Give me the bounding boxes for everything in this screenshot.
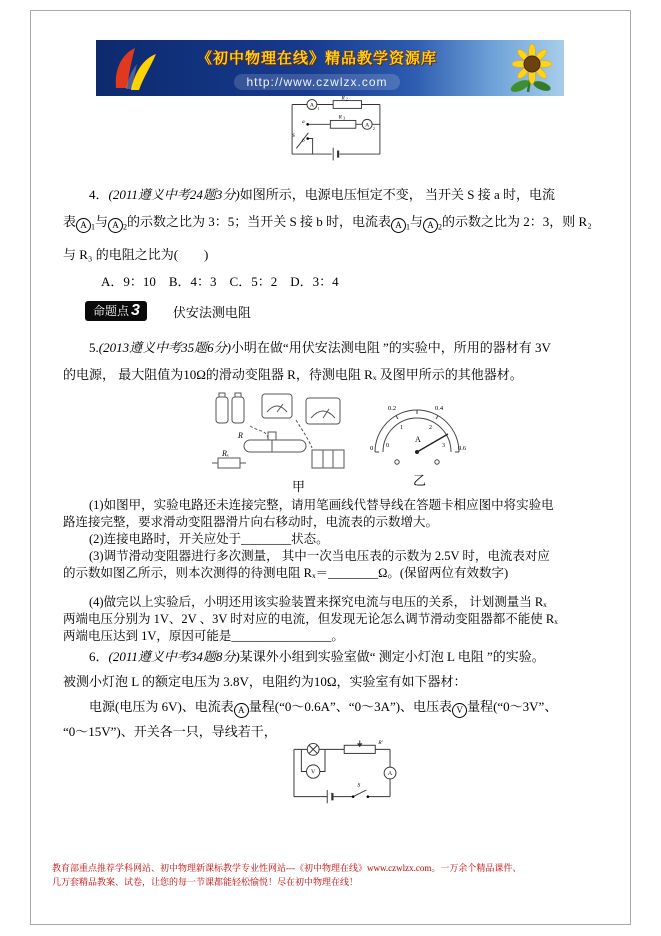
- q6-source: (2011遵义中考34题8分): [108, 649, 240, 664]
- q6-line-1: [63, 644, 605, 669]
- q4-choices: A．9：10 B．4：3 C．5：2 D．3：4: [101, 273, 339, 289]
- subq2-line-1: (2)连接电路时，开关应处于________状态。: [89, 532, 329, 546]
- q5-line-1: [63, 334, 605, 361]
- q5-source: (2013遵义中考35题6分): [98, 340, 231, 355]
- circuit1-resistor-mid-sub: 3: [343, 116, 346, 121]
- q4-source: (2011遵义中考24题3分): [108, 187, 240, 202]
- circuit2-ammeter-label: A: [387, 771, 393, 778]
- banner-title: 《初中物理在线》精品教学资源库: [196, 50, 437, 67]
- footer-line-2: 几万套精品教案、试卷，让您的每一节课都能轻松愉悦！尽在初中物理在线！: [52, 877, 359, 887]
- banner-text: [162, 47, 472, 91]
- question-5: [63, 334, 605, 388]
- circuit-diagram-q4: [286, 96, 386, 164]
- subq3-line-2: 的示数如图乙所示，则本次测得的待测电阻 Rₓ＝________Ω。(保留两位有效数字): [63, 566, 509, 580]
- circuit1-resistor-top-label: R: [341, 96, 345, 102]
- circuit1-contact-b-label: b: [302, 138, 305, 145]
- subq4-line-1: (4)做完以上实验后，小明还用该实验装置来探究电流与电压的关系， 计划测量当 Rₓ: [89, 595, 547, 609]
- badge-label: 命题点: [93, 304, 130, 318]
- q6-lead: 某课外小组到实验室做“ 测定小灯泡 L 电阻 ”的实验。: [239, 649, 545, 664]
- site-logo-icon: [106, 44, 161, 92]
- dial-large-2: 2: [429, 425, 432, 431]
- topic-badge-row: [85, 301, 251, 321]
- q6-line-3: [63, 694, 605, 719]
- sunflower-icon: [476, 42, 562, 94]
- badge-number: 3: [131, 302, 140, 319]
- circuit1-contact-a-label: a: [302, 118, 305, 125]
- q4-text: 与: [95, 214, 109, 229]
- figure-label-jia: 甲: [292, 479, 306, 494]
- q6-line-4: “0～15V”)、开关各一只，导线若干，: [63, 724, 277, 739]
- circuit1-ammeter1-sub: 1: [317, 107, 320, 112]
- dial-small-06: 0.6: [458, 445, 467, 452]
- q5-number: 5.: [89, 340, 99, 355]
- circuit1-ammeter2-label: A: [365, 122, 370, 129]
- q4-m2-sub: 2: [123, 222, 128, 232]
- ammeter-dial: [362, 390, 472, 472]
- ammeter-icon: A: [234, 703, 249, 718]
- resistor-rx-label: Rₓ: [222, 449, 230, 458]
- circuit1-resistor-mid-label: R: [338, 114, 342, 121]
- circuit2-rheostat-label: R′: [378, 740, 383, 747]
- footer-line-1: 教育部重点推荐学科网站、初中物理新课标教学专业性网站---《初中物理在线》www.czwlzx.com。一万余个精品课件、: [52, 863, 522, 873]
- section-title: 伏安法测电阻: [172, 304, 251, 320]
- q5-line-2: 的电源， 最大阻值为10Ω的滑动变阻器 R，待测电阻 Rₓ 及图甲所示的其他器材。: [63, 367, 523, 382]
- circuit1-ammeter2-sub: 2: [372, 127, 375, 131]
- q6-text: 量程(“0～0.6A”、“0～3A”)、电压表: [248, 699, 453, 714]
- q4-lead: 如图所示，电源电压恒定不变， 当开关 S 接 a 时，电流: [239, 187, 555, 202]
- q4-line-3: 与 R₃ 的电阻之比为( ): [63, 246, 209, 262]
- q4-line-1: [63, 181, 605, 208]
- q4-number: 4．: [89, 187, 109, 202]
- q4-text: 的示数之比为 2：3，则 R₂: [442, 214, 592, 229]
- subq1-line-1: (1)如图甲，实验电路还未连接完整，请用笔画线代替导线在答题卡相应图中将实验电: [89, 498, 554, 512]
- q4-m1-sub: 1: [91, 222, 96, 232]
- q6-text: 电源(电压为 6V)、电流表: [89, 699, 234, 714]
- footer-promo: [52, 861, 614, 889]
- q4-text: 与: [410, 214, 424, 229]
- dial-unit: A: [415, 435, 421, 444]
- q4-text: 的示数之比为 3：5；当开关 S 接 b 时，电流表: [127, 214, 392, 229]
- q4-line-2: [63, 208, 605, 241]
- q6-text: 量程(“0～3V”、: [467, 699, 558, 714]
- dial-large-1: 1: [400, 425, 403, 431]
- dial-small-02: 0.2: [388, 405, 397, 412]
- subq3-line-1: (3)调节滑动变阻器进行多次测量， 其中一次当电压表的示数为 2.5V 时，电流表对应: [89, 549, 550, 563]
- circuit-diagram-q6: [281, 739, 403, 807]
- ammeter2-icon: A: [423, 218, 438, 233]
- subq1-line-2: 路连接完整，要求滑动变阻器滑片向右移动时，电流表的示数增大。: [63, 515, 439, 529]
- circuit2-voltmeter-label: V: [311, 769, 316, 776]
- experiment-figure: [210, 388, 475, 492]
- question-5-subparts: [63, 497, 608, 645]
- circuit1-resistor-top-sub: 2: [345, 97, 348, 102]
- circuit1-switch-label: S: [292, 133, 295, 140]
- site-banner: [96, 40, 564, 96]
- dial-small-04: 0.4: [435, 405, 444, 412]
- topic-badge: [85, 301, 147, 321]
- subq4-line-2: 两端电压分别为 1V、2V 、3V 时对应的电流，但发现无论怎么调节滑动变阻器都不能使 Rₓ: [63, 612, 558, 626]
- dial-small-0: 0: [370, 445, 374, 452]
- banner-url-link[interactable]: http://www.czwlzx.com: [234, 74, 399, 90]
- figure-label-yi: 乙: [413, 473, 427, 488]
- q4-m3-sub: 1: [406, 222, 411, 232]
- ammeter1-icon: A: [391, 218, 406, 233]
- rheostat-label: R: [238, 431, 243, 440]
- dial-large-3: 3: [442, 443, 445, 449]
- question-4: [63, 181, 605, 295]
- q4-text: 表: [63, 214, 77, 229]
- ammeter2-icon: A: [108, 218, 123, 233]
- dial-large-0: 0: [386, 443, 389, 449]
- circuit2-switch-label: S: [357, 782, 361, 789]
- question-6: [63, 644, 605, 747]
- voltmeter-icon: V: [452, 703, 467, 718]
- circuit1-ammeter1-label: A: [309, 102, 314, 109]
- q5-lead: 小明在做“用伏安法测电阻 ”的实验中，所用的器材有 3V: [230, 340, 551, 355]
- q6-number: 6．: [89, 649, 109, 664]
- ammeter1-icon: A: [76, 218, 91, 233]
- q4-m4-sub: 2: [438, 222, 443, 232]
- q6-line-2: 被测小灯泡 L 的额定电压为 3.8V，电阻约为10Ω，实验室有如下器材：: [63, 674, 467, 689]
- equipment-sketch: [210, 388, 352, 476]
- subq4-line-3: 两端电压达到 1V，原因可能是________________。: [63, 629, 344, 643]
